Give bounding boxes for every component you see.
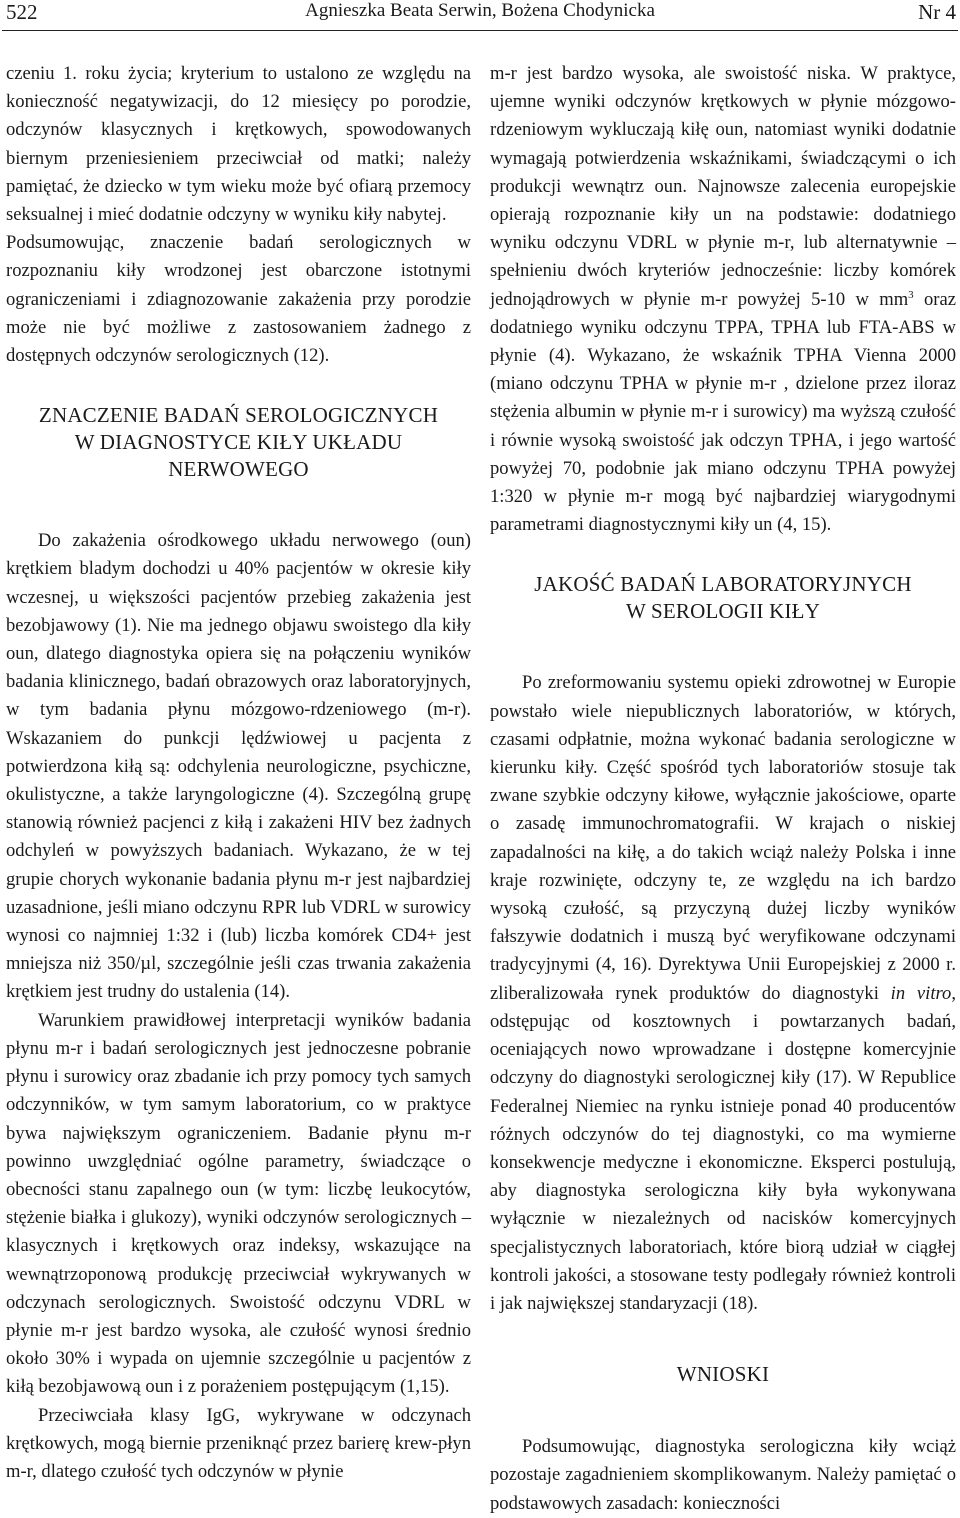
page-number: 522 bbox=[6, 0, 38, 24]
header-rule bbox=[2, 30, 958, 31]
body-paragraph bbox=[490, 60, 956, 539]
italic-term: in vitro bbox=[890, 982, 952, 1004]
issue-number: Nr 4 bbox=[918, 0, 956, 24]
left-column bbox=[6, 60, 471, 1486]
section-heading-line: W DIAGNOSTYCE KIŁY UKŁADU bbox=[74, 430, 403, 455]
running-authors: Agnieszka Beata Serwin, Bożena Chodynicka bbox=[305, 0, 655, 21]
body-paragraph: Warunkiem prawidłowej interpretacji wyników badania płynu m-r i badań serologicznych jest jednoczesne pobranie płynu i surowicy oraz zbadanie ich przy pomocy tych samych odczynników, w tym samym laboratorium, co w praktyce bywa największym ograniczeniem. Badanie płynu m-r powinno uwzględniać ogólne parametry, świadczące o obecności stanu zapalnego oun (w tym: liczbę leukocytów, stężenie białka i glukozy), wyniki odczynów serologicznych – klasycznych i krętkowych oraz indeksy, wskazujące na wewnątrzoponową produkcję przeciwciał wykrywanych w odczynach serologicznych. Swoistość odczynu VDRL w płynie m-r jest bardzo wysoka, ale czułość wynosi średnio około 30% i wypada on ujemnie szczególnie u pacjentów z kiłą bezobjawową oun i z porażeniem postępującym (1,15). bbox=[6, 1009, 471, 1398]
section-heading-line: JAKOŚĆ BADAŃ LABORATORYJNYCH bbox=[534, 572, 912, 597]
text-run: m-r jest bardzo wysoka, ale swoistość niska. W praktyce, ujemne wyniki odczynów krętkowych w płynie mózgowo-rdzeniowym wykluczają kiłę oun, natomiast wyniki dodatnie wymagają potwierdzenia wskaźnikami, świadczącymi o ich produkcji wewnątrz oun. Najnowsze zalecenia europejskie opierają rozpoznanie kiły un na podstawie: dodatniego wyniku odczynu VDRL w płynie m-r, lub alternatywnie – spełnieniu dwóch kryteriów jednocześnie: liczby komórek jednojądrowych w płynie m-r powyżej 5-10 w mm bbox=[490, 63, 956, 310]
right-column bbox=[490, 60, 956, 1518]
section-heading-line: W SEROLOGII KIŁY bbox=[625, 599, 821, 624]
body-paragraph: Do zakażenia ośrodkowego układu nerwowego (oun) krętkiem bladym dochodzi u 40% pacjentów w okresie kiły wczesnej, u większości pacjentów przebieg zakażenia jest bezobjawowy (1). Nie ma jednego objawu swoistego dla kiły oun, dlatego diagnostyka opiera się na połączeniu wyników badania klinicznego, badań obrazowych oraz laboratoryjnych, w tym badania płynu mózgowo-rdzeniowego (m-r). Wskazaniem do punkcji lędźwiowej u pacjenta z potwierdzona kiłą są: odchylenia neurologiczne, psychiczne, okulistyczne, a także laryngologiczne (4). Szczególną grupę stanowią również pacjenci z kiłą i zakażeni HIV bez żadnych odchyleń w powyższych badaniach. Wykazano, że w tej grupie chorych wykonanie badania płynu m-r jest najbardziej uzasadnione, jeśli miano odczynu RPR lub VDRL w surowicy wynosi co najmniej 1:32 i (lub) liczba komórek CD4+ jest mniejsza niż 350/µl, szczególnie jeśli czas trwania zakażenia krętkiem jest trudny do ustalenia (14). bbox=[6, 530, 471, 1003]
section-heading bbox=[490, 571, 956, 625]
text-run: , odstępując od kosztownych i powtarzanych badań, oceniających nowo wprowadzane i dostępne komercyjnie odczyny do diagnostyki serologicznej kiły (17). W Republice Federalnej Niemiec na rynku istnieje ponad 40 producentów różnych odczynów do tej diagnostyki, co ma wymierne konsekwencje medyczne i ekonomiczne. Eksperci postulują, aby diagnostyka serologiczna kiły była wykonywana wyłącznie w niezależnych od nacisków komercyjnych specjalistycznych laboratoriach, które biorą udział w ciągłej kontroli jakości, a stosowane testy podlegały również kontroli i jak największej standaryzacji (18). bbox=[490, 982, 956, 1314]
section-heading bbox=[6, 402, 471, 483]
section-heading-line: WNIOSKI bbox=[676, 1362, 770, 1387]
body-paragraph: czeniu 1. roku życia; kryterium to ustalono ze względu na konieczność negatywizacji, do 12 miesięcy po porodzie, odczynów klasycznych i krętkowych, spowodowanych biernym przeniesieniem przeciwciał od matki; należy pamiętać, że dziecko w tym wieku może być ofiarą przemocy seksualnej i mieć dodatnie odczyny w wyniku kiły nabytej. bbox=[6, 63, 471, 226]
section-heading bbox=[490, 1361, 956, 1388]
running-header bbox=[0, 0, 960, 36]
text-run: Po zreformowaniu systemu opieki zdrowotnej w Europie powstało wiele niepublicznych laboratoriów, w których, czasami odpłatnie, można wykonać badania serologiczne w kierunku kiły. Część spośród tych laboratoriów stosuje tak zwane szybkie odczyny kiłowe, wyłącznie jakościowe, oparte o zasadę immunochromatografii. W krajach o niskiej zapadalności na kiłę, a do takich wciąż należy Polska i inne kraje rozwinięte, odczyny te, ze względu na ich bardzo wysoką czułość, są przyczyną dużej liczby wyników fałszywie dodatnich i muszą być weryfikowane odczynami tradycyjnymi (4, 16). Dyrektywa Unii Europejskiej z 2000 r. zliberalizowała rynek produktów do diagnostyki bbox=[490, 672, 956, 1004]
body-paragraph: Przeciwciała klasy IgG, wykrywane w odczynach krętkowych, mogą biernie przeniknąć przez barierę krew-płyn m-r, dlatego czułość tych odczynów w płynie bbox=[6, 1404, 471, 1482]
body-paragraph: Podsumowując, znaczenie badań serologicznych w rozpoznaniu kiły wrodzonej jest obarczone istotnymi ograniczeniami i zdiagnozowanie zakażenia przy porodzie może nie być możliwe z zastosowaniem żadnego z dostępnych odczynów serologicznych (12). bbox=[6, 232, 471, 367]
section-heading-line: NERWOWEGO bbox=[168, 457, 309, 482]
body-paragraph: Podsumowując, diagnostyka serologiczna kiły wciąż pozostaje zagadnieniem skomplikowanym. Należy pamiętać o podstawowych zasadach: konieczności bbox=[490, 1436, 956, 1514]
body-paragraph bbox=[490, 669, 956, 1318]
superscript: 3 bbox=[908, 288, 914, 301]
section-heading-line: ZNACZENIE BADAŃ SEROLOGICZNYCH bbox=[38, 403, 439, 428]
text-run: oraz dodatniego wyniku odczynu TPPA, TPHA lub FTA-ABS w płynie (4). Wykazano, że wskaźnik TPHA Vienna 2000 (miano odczynu TPHA w płynie m-r , dzielone przez iloraz stężenia albumin w płynie m-r i surowicy) ma wyższą czułość i równie wysoką swoistość jak odczyn TPHA, i jego wartość powyżej 70, podobnie jak miano odczynu TPHA powyżej 1:320 w płynie m-r mogą być najbardziej wiarygodnymi parametrami diagnostycznymi kiły un (4, 15). bbox=[490, 288, 956, 536]
